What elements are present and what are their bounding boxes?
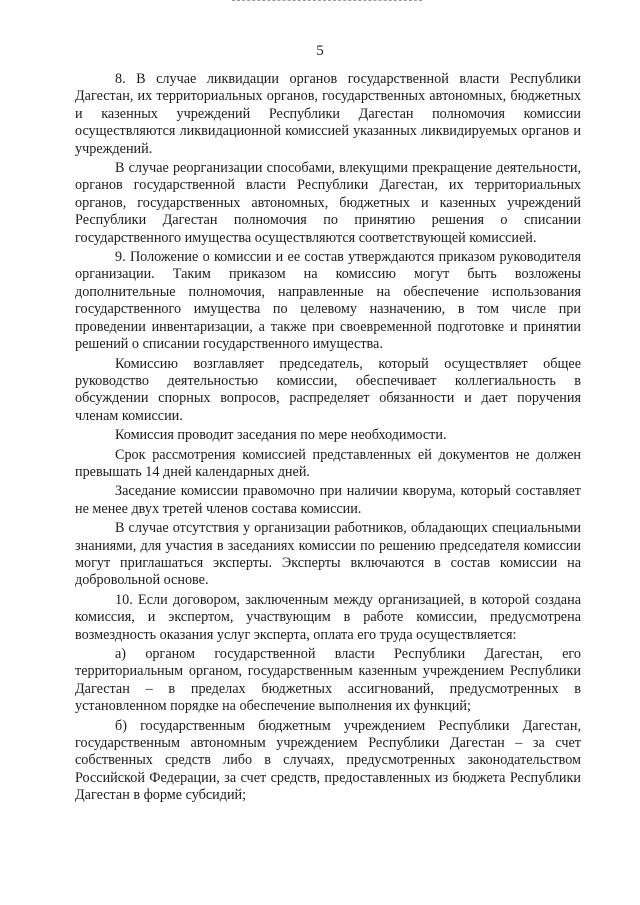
paragraph-10-payment: 10. Если договором, заключенным между организацией, в которой создана комиссия, и экспертом, участвующим в работе комиссии, предусмотрена возмездность оказания услуг эксперта, оплата его труда осуществляется:	[75, 591, 581, 643]
paragraph-chairman: Комиссию возглавляет председатель, который осуществляет общее руководство деятельностью комиссии, обеспечивает коллегиальность в обсуждении спорных вопросов, распределяет обязанности и дает поручения членам комиссии.	[75, 355, 581, 424]
paragraph-8-liquidation: 8. В случае ликвидации органов государственной власти Республики Дагестан, их территориальных органов, государственных автономных, бюджетных и казенных учреждений Республики Дагестан полномочия комиссии осуществляются ликвидационной комиссией указанных ликвидируемых органов и учреждений.	[75, 71, 581, 157]
paragraph-item-b: б) государственным бюджетным учреждением Республики Дагестан, государственным автономным учреждением Республики Дагестан – за счет собственных средств либо в случаях, предусмотренных законодательством Российской Федерации, за счет средств, предоставленных из бюджета Республики Дагестан в форме субсидий;	[75, 717, 581, 804]
paragraph-quorum: Заседание комиссии правомочно при наличии кворума, который составляет не менее двух третей членов состава комиссии.	[75, 483, 581, 517]
paragraph-review-term: Срок рассмотрения комиссией представленных ей документов не должен превышать 14 дней календарных дней.	[75, 446, 581, 480]
paragraph-meetings: Комиссия проводит заседания по мере необходимости.	[115, 427, 447, 444]
page-number: 5	[316, 43, 324, 59]
paragraph-experts: В случае отсутствия у организации работников, обладающих специальными знаниями, для участия в заседаниях комиссии по решению председателя комиссии могут приглашаться эксперты. Эксперты включаются в состав комиссии на добровольной основе.	[75, 520, 581, 589]
paragraph-item-a: а) органом государственной власти Республики Дагестан, его территориальным органом, государственным казенным учреждением Республики Дагестан – в пределах бюджетных ассигнований, предусмотренных в установленном порядке на обеспечение выполнения их функций;	[75, 646, 581, 715]
scan-top-mark	[232, 0, 422, 3]
paragraph-reorganization: В случае реорганизации способами, влекущими прекращение деятельности, органов государственной власти Республики Дагестан, их территориальных органов, государственных автономных, бюджетных и казенных учреждений Республики Дагестан полномочия по принятию решения о списании государственного имущества осуществляются соответствующей комиссией.	[75, 160, 581, 246]
document-body	[75, 71, 581, 807]
paragraph-9-regulation: 9. Положение о комиссии и ее состав утверждаются приказом руководителя организации. Таким приказом на комиссию могут быть возложены дополнительные полномочия, направленные на обеспечение использования государственного имущества по целевому назначению, в том числе при проведении инвентаризации, а также при своевременной подготовке и принятии решений о списании государственного имущества.	[75, 249, 581, 353]
